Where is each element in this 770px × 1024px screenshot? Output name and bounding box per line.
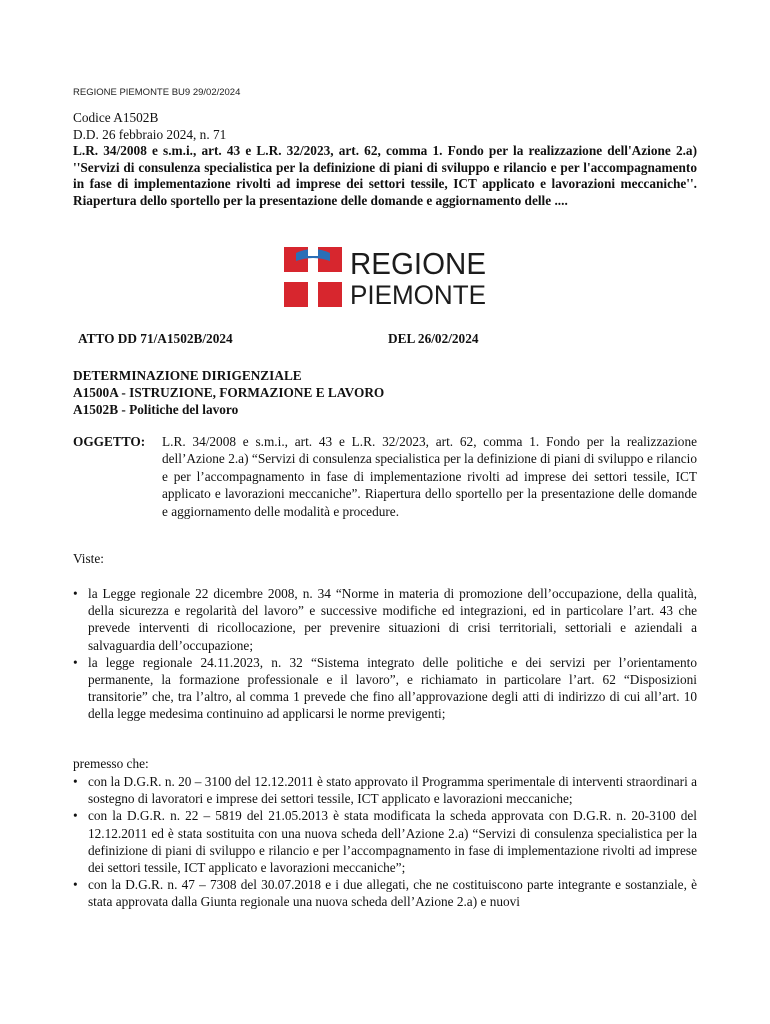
list-item xyxy=(73,807,697,876)
list-item xyxy=(73,876,697,910)
logo-label-gap xyxy=(308,249,318,256)
list-item-text: la Legge regionale 22 dicembre 2008, n. 34 “Norme in materia di promozione dell’occupazione, della qualità, della sicurezza e regolarità del lavoro” e successive modifiche ed integrazioni, ed in particolare l’art. 43 che prevede interventi di ricollocazione, per prevenire situazioni di crisi territoriali, settoriali e aziendali a salvaguardia dell’occupazione; xyxy=(88,586,697,653)
premesso-list xyxy=(73,773,697,911)
bullet-icon: • xyxy=(73,808,78,824)
document-dd: D.D. 26 febbraio 2024, n. 71 xyxy=(73,126,227,142)
viste-label: Viste: xyxy=(73,551,104,566)
list-item-text: con la D.G.R. n. 47 – 7308 del 30.07.2018 e i due allegati, che ne costituiscono parte integrante e sostanziale, è stata approvata dalla Giunta regionale una nuova scheda dell’Azione 2.a) e nuovi xyxy=(88,877,697,910)
document-title: L.R. 34/2008 e s.m.i., art. 43 e L.R. 32/2023, art. 62, comma 1. Fondo per la realizzazione dell'Azione 2.a) ''Servizi di consulenza specialistica per la definizione di piani di sviluppo e rilancio e per l'accompagnamento in fase di implementazione rivolti ad imprese dei settori tessile, ICT applicato e lavorazioni meccaniche''. Riapertura dello sportello per la presentazione delle domande e aggiornamento delle .... xyxy=(73,143,697,208)
bullet-icon: • xyxy=(73,654,78,670)
viste-list xyxy=(73,585,697,723)
determinazione-direction: A1500A - ISTRUZIONE, FORMAZIONE E LAVORO xyxy=(73,385,385,400)
bullet-icon: • xyxy=(73,586,78,601)
atto-number: ATTO DD 71/A1502B/2024 xyxy=(78,331,233,346)
list-item xyxy=(73,773,697,807)
bullet-icon: • xyxy=(73,877,78,893)
determinazione-sector: A1502B - Politiche del lavoro xyxy=(73,402,239,417)
determinazione-block xyxy=(73,367,384,418)
regione-piemonte-logo xyxy=(284,247,490,307)
premesso-label: premesso che: xyxy=(73,756,149,771)
document-heading xyxy=(73,110,697,209)
list-item-text: con la D.G.R. n. 22 – 5819 del 21.05.2013 è stata modificata la scheda approvata con D.G.R. n. 20-3100 del 12.12.2011 ed è stata sostituita con una nuova scheda dell’Azione 2.a) “Servizi di consulenza specialistica per la definizione di piani di sviluppo e rilancio e per l’accompagnamento in fase di implementazione rivolti ad imprese dei settori tessile, ICT applicato e lavorazioni meccaniche”; xyxy=(88,808,697,876)
oggetto-label: OGGETTO: xyxy=(73,434,146,449)
determinazione-type: DETERMINAZIONE DIRIGENZIALE xyxy=(73,368,302,383)
list-item-text: con la D.G.R. n. 20 – 3100 del 12.12.2011 è stato approvato il Programma sperimentale di interventi straordinari a sostegno di lavoratori e imprese dei settori tessile, ICT applicato e lavorazioni meccaniche; xyxy=(88,774,697,807)
document-code: Codice A1502B xyxy=(73,110,159,125)
list-item-text: la legge regionale 24.11.2023, n. 32 “Sistema integrato delle politiche e dei servizi per l’orientamento permanente, la formazione professionale e il lavoro”, e richiamato in particolare l’art. 62 “Disposizioni transitorie” che, tra l’altro, al comma 1 prevede che fino all’approvazione degli atti di indirizzo di cui all’art. 10 della legge medesima continuino ad applicarsi le norme previgenti; xyxy=(88,654,697,722)
publication-header: REGIONE PIEMONTE BU9 29/02/2024 xyxy=(73,87,241,98)
logo-word-piemonte: PIEMONTE xyxy=(350,280,486,307)
list-item xyxy=(73,585,697,654)
logo-cross-horizontal xyxy=(284,272,342,282)
oggetto-text: L.R. 34/2008 e s.m.i., art. 43 e L.R. 32/2023, art. 62, comma 1. Fondo per la realizzazione dell’Azione 2.a) “Servizi di consulenza specialistica per la definizione di piani di sviluppo e rilancio e per l’accompagnamento in fase di implementazione rivolti ad imprese dei settori tessile, ICT applicato e lavorazioni meccaniche”. Riapertura dello sportello per la presentazione delle domande e aggiornamento delle modalità e procedure. xyxy=(162,434,697,519)
logo-word-regione: REGIONE xyxy=(350,247,486,281)
bullet-icon: • xyxy=(73,774,78,789)
atto-date: DEL 26/02/2024 xyxy=(388,331,479,346)
list-item xyxy=(73,654,697,723)
oggetto-section xyxy=(73,433,697,520)
